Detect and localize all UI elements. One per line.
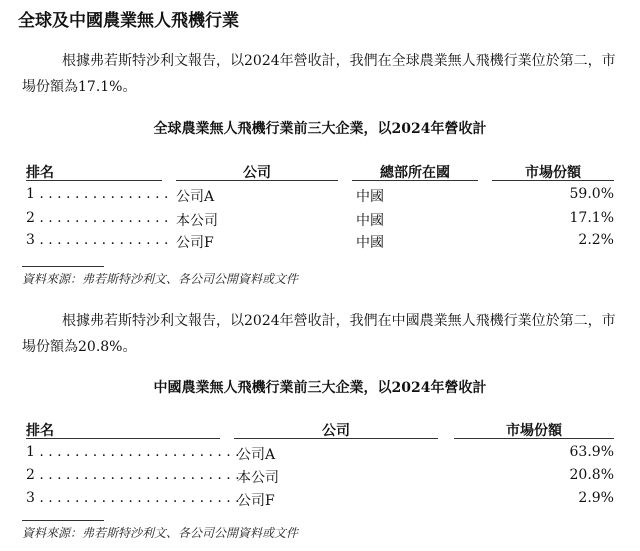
row-company: 本公司 (237, 470, 279, 486)
column-header-rank: 排名 (26, 423, 54, 439)
paragraph-china: 根據弗若斯特沙利文報告，以2024年營收計，我們在中國農業無人飛機行業位於第二，市場份額為20.8%。 (22, 313, 616, 355)
paragraph-global: 根據弗若斯特沙利文報告，以2024年營收計，我們在全球農業無人飛機行業位於第二，市場份額為17.1%。 (22, 53, 616, 95)
row-hq: 中國 (356, 189, 384, 205)
row-company: 公司F (237, 493, 275, 509)
row-rank: 3 . . . . . . . . . . . . . . . . . . . . . . . (26, 490, 240, 506)
row-rank: 2 . . . . . . . . . . . . . . . . . . . . . . . (26, 467, 240, 483)
column-header-share: 市場份額 (506, 423, 562, 439)
row-share: 17.1% (569, 210, 614, 226)
column-header-rank: 排名 (26, 165, 54, 181)
row-share: 2.2% (578, 232, 614, 248)
header-rule (492, 180, 614, 181)
source-rule (22, 520, 104, 521)
section-heading: 全球及中國農業無人飛機行業 (18, 11, 239, 31)
column-header-hq: 總部所在國 (380, 165, 450, 181)
row-share: 2.9% (578, 490, 614, 506)
row-hq: 中國 (356, 213, 384, 229)
column-header-share: 市場份額 (525, 165, 581, 181)
source-note: 資料來源：弗若斯特沙利文、各公司公開資料或文件 (22, 272, 299, 286)
row-rank: 3 . . . . . . . . . . . . . . . (26, 232, 169, 248)
row-share: 59.0% (569, 186, 614, 202)
row-company: 公司A (237, 447, 276, 463)
header-rule (454, 438, 614, 439)
row-share: 20.8% (569, 467, 614, 483)
row-rank: 1 . . . . . . . . . . . . . . . (26, 186, 169, 202)
row-rank: 2 . . . . . . . . . . . . . . . (26, 210, 169, 226)
row-company: 本公司 (176, 213, 218, 229)
header-rule (176, 180, 338, 181)
row-share: 63.9% (569, 444, 614, 460)
row-hq: 中國 (356, 235, 384, 251)
source-rule (22, 266, 104, 267)
header-rule (26, 438, 220, 439)
header-rule (234, 438, 438, 439)
row-company: 公司A (176, 189, 215, 205)
header-rule (352, 180, 478, 181)
table-title-china: 中國農業無人飛機行業前三大企業，以2024年營收計 (153, 380, 487, 396)
row-rank: 1 . . . . . . . . . . . . . . . . . . . . . . . (26, 444, 240, 460)
column-header-company: 公司 (243, 165, 271, 181)
source-note: 資料來源：弗若斯特沙利文、各公司公開資料或文件 (22, 526, 299, 540)
row-company: 公司F (176, 235, 214, 251)
column-header-company: 公司 (322, 423, 350, 439)
table-title-global: 全球農業無人飛機行業前三大企業，以2024年營收計 (153, 121, 487, 137)
header-rule (26, 180, 162, 181)
